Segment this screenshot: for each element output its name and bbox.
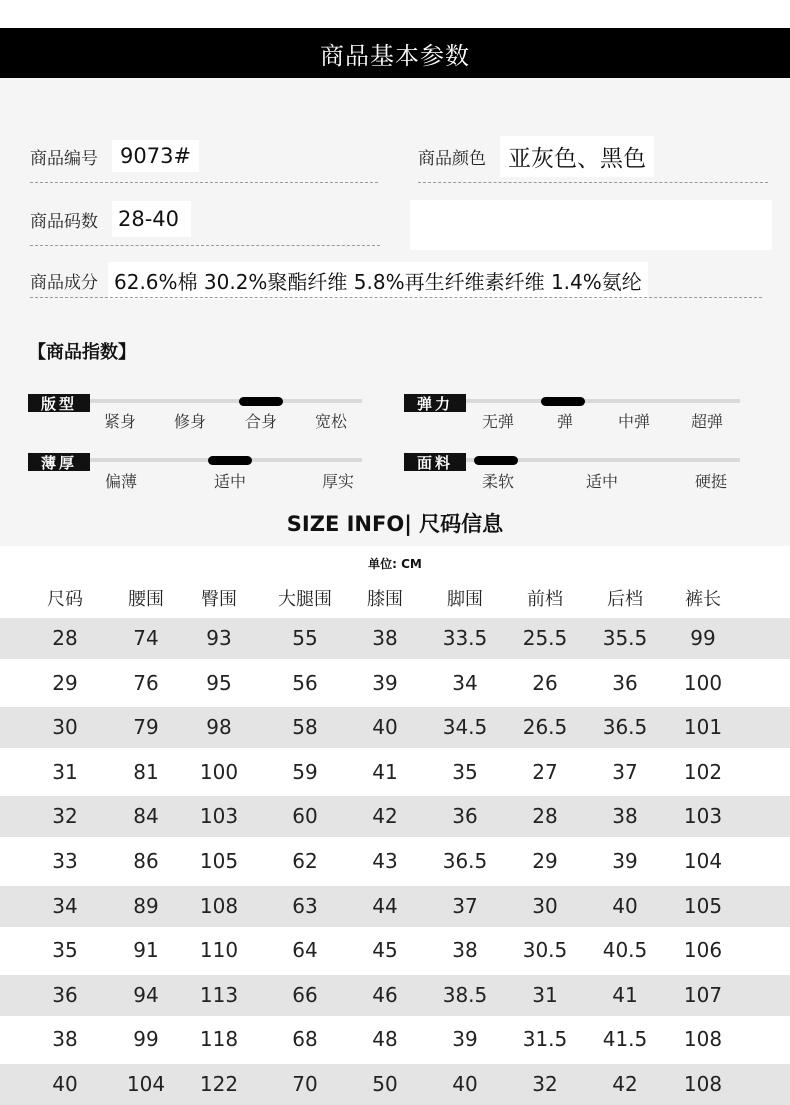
gauge-option: 偏薄 — [104, 472, 138, 491]
table-cell: 31.5 — [522, 1027, 568, 1052]
table-cell: 34 — [52, 893, 78, 918]
table-cell: 89 — [133, 893, 159, 918]
gauge-option: 超弹 — [690, 412, 724, 431]
table-cell: 56 — [292, 670, 318, 695]
gauge-option: 厚实 — [321, 472, 355, 491]
fit-gauge-marker — [239, 397, 283, 406]
table-row — [0, 752, 790, 793]
table-cell: 74 — [133, 626, 159, 650]
table-cell: 30 — [52, 715, 78, 740]
table-cell: 122 — [199, 1072, 239, 1096]
table-cell: 55 — [292, 626, 318, 650]
table-cell: 50 — [372, 1072, 398, 1096]
table-cell: 25.5 — [522, 626, 568, 650]
column-header: 臀围 — [201, 589, 237, 610]
divider — [418, 182, 768, 183]
table-cell: 29 — [52, 670, 78, 695]
table-cell: 31 — [52, 759, 78, 784]
table-cell: 28 — [52, 626, 78, 650]
column-header: 大腿围 — [278, 589, 332, 610]
table-cell: 40 — [612, 893, 638, 918]
size-range-field — [30, 201, 191, 237]
table-row — [0, 886, 790, 927]
gauge-option: 紧身 — [103, 412, 137, 431]
table-cell: 36 — [52, 982, 78, 1007]
table-cell: 40 — [52, 1072, 78, 1096]
gauge-option: 适中 — [585, 472, 619, 491]
table-cell: 62 — [292, 849, 318, 873]
table-cell: 40.5 — [602, 938, 648, 963]
table-cell: 38 — [452, 938, 478, 963]
table-cell: 46 — [372, 982, 398, 1007]
blank-panel — [410, 200, 772, 250]
table-cell: 100 — [683, 670, 723, 695]
table-row — [0, 1019, 790, 1060]
table-cell: 118 — [199, 1027, 239, 1052]
table-cell: 45 — [372, 938, 398, 963]
column-header: 裤长 — [685, 589, 721, 610]
table-cell: 41.5 — [602, 1027, 648, 1052]
column-header: 尺码 — [47, 589, 83, 610]
table-cell: 64 — [292, 938, 318, 963]
table-cell: 110 — [199, 938, 239, 963]
column-header: 前档 — [527, 589, 563, 610]
table-cell: 60 — [292, 804, 318, 829]
table-row — [0, 1064, 790, 1105]
size-range-label: 商品码数 — [30, 211, 98, 232]
stretch-gauge-track — [466, 399, 740, 403]
color-label: 商品颜色 — [418, 149, 486, 169]
fit-gauge-label: 版型 — [28, 394, 90, 412]
material-label: 商品成分 — [30, 273, 98, 293]
section-title-bar — [0, 28, 790, 78]
gauge-option: 柔软 — [481, 472, 515, 491]
table-cell: 108 — [683, 1027, 723, 1052]
table-cell: 39 — [452, 1027, 478, 1052]
table-cell: 113 — [199, 982, 239, 1007]
gauge-option: 宽松 — [314, 412, 348, 431]
divider — [30, 182, 378, 183]
divider — [30, 297, 762, 298]
table-cell: 36.5 — [442, 849, 488, 873]
table-cell: 31 — [532, 982, 558, 1007]
gauge-option: 硬挺 — [694, 472, 728, 491]
table-cell: 94 — [133, 982, 159, 1007]
table-cell: 98 — [206, 715, 232, 740]
table-cell: 86 — [133, 849, 159, 873]
table-cell: 41 — [372, 759, 398, 784]
table-cell: 59 — [292, 759, 318, 784]
table-cell: 48 — [372, 1027, 398, 1052]
table-cell: 26 — [532, 670, 558, 695]
gauge-option: 无弹 — [481, 412, 515, 431]
table-cell: 99 — [133, 1027, 159, 1052]
table-cell: 105 — [199, 849, 239, 873]
table-cell: 76 — [133, 670, 159, 695]
divider — [30, 245, 380, 246]
top-margin — [0, 0, 790, 28]
table-row — [0, 618, 790, 659]
table-cell: 32 — [532, 1072, 558, 1096]
table-cell: 36 — [452, 804, 478, 829]
table-cell: 108 — [199, 893, 239, 918]
table-cell: 93 — [206, 626, 232, 650]
table-row — [0, 930, 790, 971]
table-cell: 103 — [683, 804, 723, 829]
table-cell: 41 — [612, 982, 638, 1007]
table-cell: 91 — [133, 938, 159, 963]
table-row — [0, 796, 790, 837]
table-cell: 63 — [292, 893, 318, 918]
table-row — [0, 841, 790, 882]
material-value: 62.6%棉 30.2%聚酯纤维 5.8%再生纤维素纤维 1.4%氨纶 — [108, 262, 648, 299]
section-title: 商品基本参数 — [320, 41, 470, 70]
table-cell: 66 — [292, 982, 318, 1007]
table-header-row — [0, 585, 790, 615]
table-cell: 38 — [612, 804, 638, 829]
table-cell: 37 — [612, 759, 638, 784]
stretch-gauge-label: 弹力 — [404, 394, 466, 412]
table-cell: 105 — [683, 893, 723, 918]
table-cell: 100 — [199, 759, 239, 784]
table-cell: 37 — [452, 893, 478, 918]
table-cell: 58 — [292, 715, 318, 740]
table-cell: 106 — [683, 938, 723, 963]
table-cell: 68 — [292, 1027, 318, 1052]
table-cell: 42 — [372, 804, 398, 829]
column-header: 后档 — [607, 589, 643, 610]
table-cell: 30.5 — [522, 938, 568, 963]
table-cell: 44 — [372, 893, 398, 918]
table-cell: 33 — [52, 849, 78, 873]
gauge-option: 适中 — [213, 472, 247, 491]
color-value: 亚灰色、黑色 — [500, 136, 654, 177]
table-cell: 36 — [612, 670, 638, 695]
table-cell: 26.5 — [522, 715, 568, 740]
table-cell: 32 — [52, 804, 78, 829]
table-cell: 108 — [683, 1072, 723, 1096]
table-row — [0, 663, 790, 704]
table-cell: 40 — [452, 1072, 478, 1096]
table-cell: 33.5 — [442, 626, 488, 650]
gauge-option: 弹 — [556, 412, 574, 431]
unit-label: 单位: CM — [368, 557, 422, 571]
table-cell: 99 — [690, 626, 716, 650]
fabric-gauge-label: 面料 — [404, 453, 466, 471]
material-field — [30, 262, 648, 299]
table-cell: 35 — [452, 759, 478, 784]
table-cell: 38 — [52, 1027, 78, 1052]
index-title: 【商品指数】 — [28, 342, 136, 363]
column-header: 脚围 — [447, 589, 483, 610]
code-value: 9073# — [112, 140, 199, 172]
table-cell: 101 — [683, 715, 723, 740]
table-cell: 95 — [206, 670, 232, 695]
thickness-gauge-label: 薄厚 — [28, 453, 90, 471]
table-cell: 43 — [372, 849, 398, 873]
size-table-title: SIZE INFO| 尺码信息 — [286, 512, 504, 536]
table-cell: 42 — [612, 1072, 638, 1096]
table-cell: 39 — [372, 670, 398, 695]
table-cell: 81 — [133, 759, 159, 784]
table-cell: 79 — [133, 715, 159, 740]
table-cell: 103 — [199, 804, 239, 829]
table-cell: 104 — [126, 1072, 166, 1096]
table-row — [0, 707, 790, 748]
table-cell: 104 — [683, 849, 723, 873]
thickness-gauge-marker — [208, 456, 252, 465]
color-field — [418, 136, 654, 177]
table-cell: 102 — [683, 759, 723, 784]
table-cell: 70 — [292, 1072, 318, 1096]
fit-gauge-track — [90, 399, 362, 403]
table-cell: 38.5 — [442, 982, 488, 1007]
table-cell: 107 — [683, 982, 723, 1007]
table-cell: 39 — [612, 849, 638, 873]
table-cell: 36.5 — [602, 715, 648, 740]
size-range-value: 28-40 — [112, 201, 191, 237]
gauge-option: 修身 — [173, 412, 207, 431]
table-cell: 35.5 — [602, 626, 648, 650]
table-cell: 84 — [133, 804, 159, 829]
table-cell: 34.5 — [442, 715, 488, 740]
gauge-option: 中弹 — [617, 412, 651, 431]
table-row — [0, 975, 790, 1016]
table-cell: 40 — [372, 715, 398, 740]
table-cell: 28 — [532, 804, 558, 829]
code-label: 商品编号 — [30, 148, 98, 169]
column-header: 腰围 — [128, 589, 164, 610]
table-cell: 35 — [52, 938, 78, 963]
table-cell: 29 — [532, 849, 558, 873]
table-cell: 27 — [532, 759, 558, 784]
stretch-gauge-marker — [541, 397, 585, 406]
code-field — [30, 140, 199, 172]
fabric-gauge-marker — [474, 456, 518, 465]
table-cell: 30 — [532, 893, 558, 918]
column-header: 膝围 — [367, 589, 403, 610]
gauge-option: 合身 — [244, 412, 278, 431]
table-cell: 34 — [452, 670, 478, 695]
table-cell: 38 — [372, 626, 398, 650]
